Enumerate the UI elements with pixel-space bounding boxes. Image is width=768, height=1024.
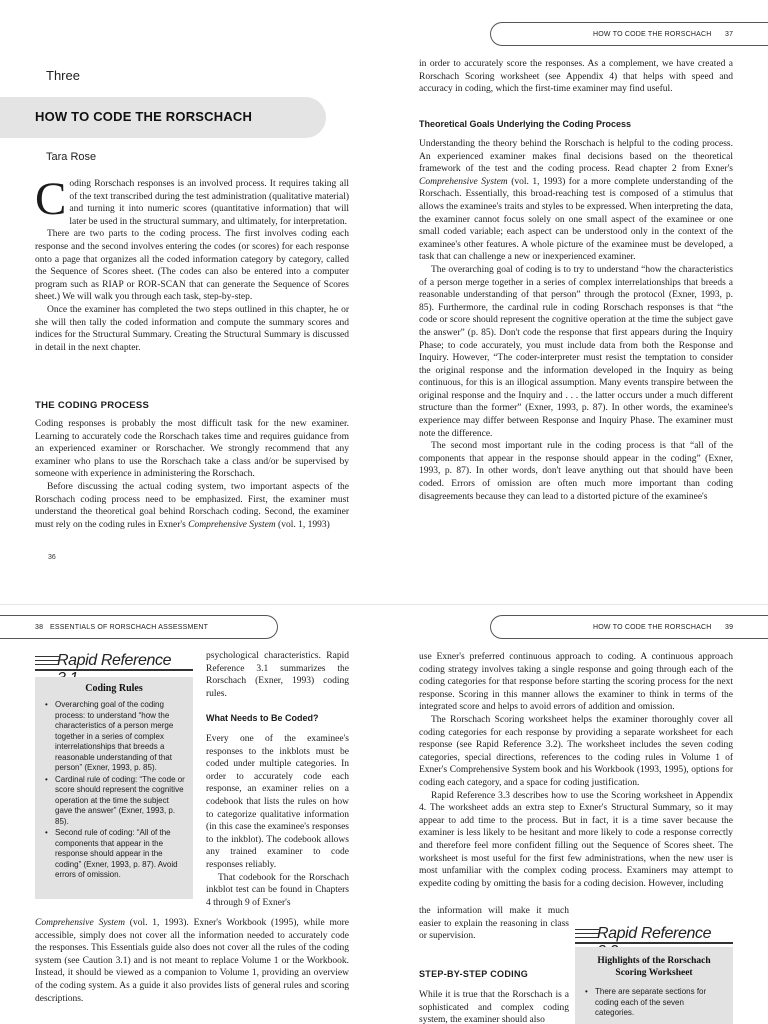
rapid-reference-heading: Highlights of the Rorschach Scoring Worksheet: [597, 956, 711, 978]
list-item: • Second rule of coding: “All of the components that appear in the response should appear in the coding” (Exner, 1993, p. 87). Avoid errors of omission.: [55, 828, 185, 881]
paragraph-1: use Exner's preferred continuous approach to coding. A continuous approach coding strategy involves taking a single response and going through each of the coding categories for that response before starting the scoring process for the next response. Scoring in this manner allows the examiner to think in terms of the integrated score and helps to avoid errors of addition and omission.: [419, 652, 733, 713]
body-text: [419, 651, 733, 890]
page-number: 39: [725, 624, 734, 631]
step-text: While it is true that the Rorschach is a sophisticated and complex coding system, the examiner should also: [419, 990, 569, 1024]
page-39: [384, 605, 768, 1024]
body-text-narrow: the information will make it much easier to explain the reasoning in class or supervision.: [419, 906, 569, 942]
page-number: 36: [48, 554, 56, 561]
rapid-reference-icon: [35, 656, 59, 668]
subheading: What Needs to Be Coded?: [206, 713, 319, 723]
running-head: HOW TO CODE THE RORSCHACH: [593, 31, 712, 38]
running-head: ESSENTIALS OF RORSCHACH ASSESSMENT: [50, 624, 209, 631]
coding-paragraph-2: Before discussing the actual coding system, two important aspects of the Rorschach coding process need to be emphasized. First, the examiner must understand the theoretical goal behind Rorschach coding. Second, the examiner must rely on the coding rules in Exner's Comprehensive System (vol. 1, 1993): [35, 481, 349, 530]
page-36: [0, 0, 384, 605]
page-number: 37: [725, 31, 734, 38]
section-heading: THE CODING PROCESS: [35, 400, 150, 411]
theory-text: [419, 138, 733, 503]
intro-paragraph-3: Once the examiner has completed the two steps outlined in this chapter, he or she will then tally the coded information and compute the summary scores and indices for the Structural Summary. Creating the Structural Summary is discussed in detail in the next chapter.: [35, 304, 349, 353]
rapid-reference-heading: Coding Rules: [85, 683, 143, 694]
rapid-reference-box: [575, 947, 733, 1024]
paragraph-3: Rapid Reference 3.3 describes how to use the Scoring worksheet in Appendix 4. The worksheet adds an extra step to Exner's Structural Summary, so it may appear to add time to the process. But in fact, it is a time saver because the examiner is less likely to be hesitant and more likely to code a response correctly and therefore feel more confident filling out the Sequence of Scores sheet. The worksheet is most useful for the first few administrations, when the new user is most unfamiliar with the complex coding process. Examiners may attempt to expedite coding by omitting the basis for a coding decision. However, including: [419, 790, 733, 889]
intro-text: [35, 173, 349, 354]
paragraph-2: The Rorschach Scoring worksheet helps the examiner thoroughly cover all coding categories for each response by providing a separate worksheet for each response (see Rapid Reference 3.2). The worksheet includes the seven coding categories, special directions, references to the coding rules in Volume 1 of Exner's Comprehensive System book and his Workbook (1993, 1995), options for coding each category, and a space for coding justification.: [419, 714, 733, 788]
page-38: [0, 605, 384, 1024]
coding-rules-list: [35, 700, 193, 881]
continued-text: in order to accurately score the responses. As a complement, we have created a Rorschach Scoring worksheet (see Appendix 4) that helps with speed and accuracy in coding, which the first-time examiner may find useful.: [419, 59, 733, 95]
chapter-title: HOW TO CODE THE RORSCHACH: [35, 109, 253, 124]
list-item: • Cardinal rule of coding: “The code or score should represent the cognitive operation at the time the subject gave the answer” (Exner, 1993, p. 85).: [55, 775, 185, 828]
intro-paragraph-1: Coding Rorschach responses is an involved process. It requires taking all of the text transcribed during the test administration (qualitative material) and turning it into numeric scores (quantitative information) that will later be used in the structural summary, and ultimately, for interpretation.: [35, 173, 349, 227]
rapid-reference-box: [35, 677, 193, 899]
page-37: [384, 0, 768, 605]
page-number: 38: [35, 624, 44, 631]
list-item: • There are separate sections for coding each of the seven categories.: [595, 987, 723, 1019]
side-column-text: psychological characteristics. Rapid Reference 3.1 summarizes the Rorschach (Exner, 1993) coding rules.: [206, 651, 349, 699]
drop-cap: C: [35, 173, 67, 225]
chapter-number: Three: [46, 68, 80, 83]
list-item: • Overarching goal of the coding process: to understand “how the characteristics of a person merge together in a series of complex interrelationships that breeds a reasonable understanding of that person” (Exner, 1993, p. 85).: [55, 700, 185, 774]
rapid-reference-title: Rapid Reference: [597, 925, 712, 942]
rapid-reference-icon: [575, 929, 599, 941]
coding-paragraph-1: Coding responses is probably the most difficult task for the new examiner. Learning to accurately code the Rorschach takes time and requires guidance from an experienced examiner or Rorschacher. We strongly recommend that any examiner who plans to use the Rorschach take a class and/or be supervised by someone with experience in administering the Rorschach.: [35, 419, 349, 480]
chapter-author: Tara Rose: [46, 151, 97, 163]
theory-paragraph-1: Understanding the theory behind the Rorschach is helpful to the coding process. An experienced examiner makes final decisions based on the theoretical framework of the test and the coding process. Read chapter 2 from Exner's Comprehensive System (vol. 1, 1993) for a more complete understanding of the Rorschach. Essentially, this broad-reaching test is composed of a stimulus that allows the examinee's traits and styles to be expressed. When interpreting the data, the examiner cannot focus solely on one small aspect of the examinee or one small coded variable; each aspect can be understood only in the context of the examinee's other features. A whole picture of the examinee must be developed, a task that can challenge a new or inexperienced examiner.: [419, 139, 734, 263]
running-head: HOW TO CODE THE RORSCHACH: [593, 624, 712, 631]
section-heading: STEP-BY-STEP CODING: [419, 969, 529, 979]
side-column-text-2: Every one of the examinee's responses to the inkblots must be coded under multiple categories. In order to accurately code each response, an examiner relies on a codebook that lists the rules on how to categorize qualitative information (in this case the examinee's responses to the inkblot). The codebook allows any trained examiner to code responses reliably. That codebook for the Rorschach inkblot test can be found in Chapters 4 through 9 of Exner's: [206, 734, 349, 908]
rapid-reference-title: Rapid Reference: [57, 652, 172, 669]
full-width-text: Comprehensive System (vol. 1, 1993). Exner's Workbook (1995), while more accessible, simply does not cover all the information needed to accurately code the responses. This Essentials guide also does not cover all the rules of the coding system (see Caution 3.1) and is not meant to replace Volume 1 or the Workbook. Instead, it should be viewed as a companion to Volume 1, providing an overview of the coding system. As a guide it also provides lists of general rules and scoring descriptions.: [35, 918, 350, 1004]
rapid-reference-header: [575, 925, 733, 946]
theory-paragraph-2: The overarching goal of coding is to try to understand “how the characteristics of a person merge together in a series of complex interrelationships that breeds a reasonable understanding of that person” through the protocol (Exner, 1993, p. 85). Furthermore, the cardinal rule in coding Rorschach responses is that “the code or score should represent the cognitive operation at the time the subject gave the answer” (p. 85). Don't code the response that first appears during the Inquiry Phase; to code accurately, you must include data from both the Response and Inquiry. However, “The coder-interpreter must resist the temptation to consider the original response and the information developed in the Inquiry as being continuous, for this is an illogical assumption. Many events transpire between the original response and the Inquiry and . . . the latter occurs under a much different structure than the former” (Exner, 1993, p. 87). In other words, the examinee's experience may differ between Response and Inquiry Phase. The examiner must note the difference.: [419, 264, 733, 439]
theory-paragraph-3: The second most important rule in the coding process is that “all of the components that appear in the response should appear in the coding” (Exner, 1993, p. 87). In other words, don't leave anything out that should have been coded. Errors of omission are often much more important than coding disagreements because they can lead to a distorted picture of the examinee's: [419, 441, 733, 502]
coding-process-text: [35, 418, 349, 531]
highlights-list: [575, 987, 733, 1019]
subheading: Theoretical Goals Underlying the Coding Process: [419, 119, 632, 129]
intro-paragraph-2: There are two parts to the coding process. The first involves coding each response and the second involves entering the codes (or scores) for each response onto a page that organizes all the coded information category by category, called the Sequence of Scores sheet. (The codes can also be entered into a computer program such as RIAP or ROR-SCAN that can generate the Sequence of Scores sheet.) We will walk you through each task, step-by-step.: [35, 229, 349, 303]
rapid-reference-header: [35, 652, 193, 673]
